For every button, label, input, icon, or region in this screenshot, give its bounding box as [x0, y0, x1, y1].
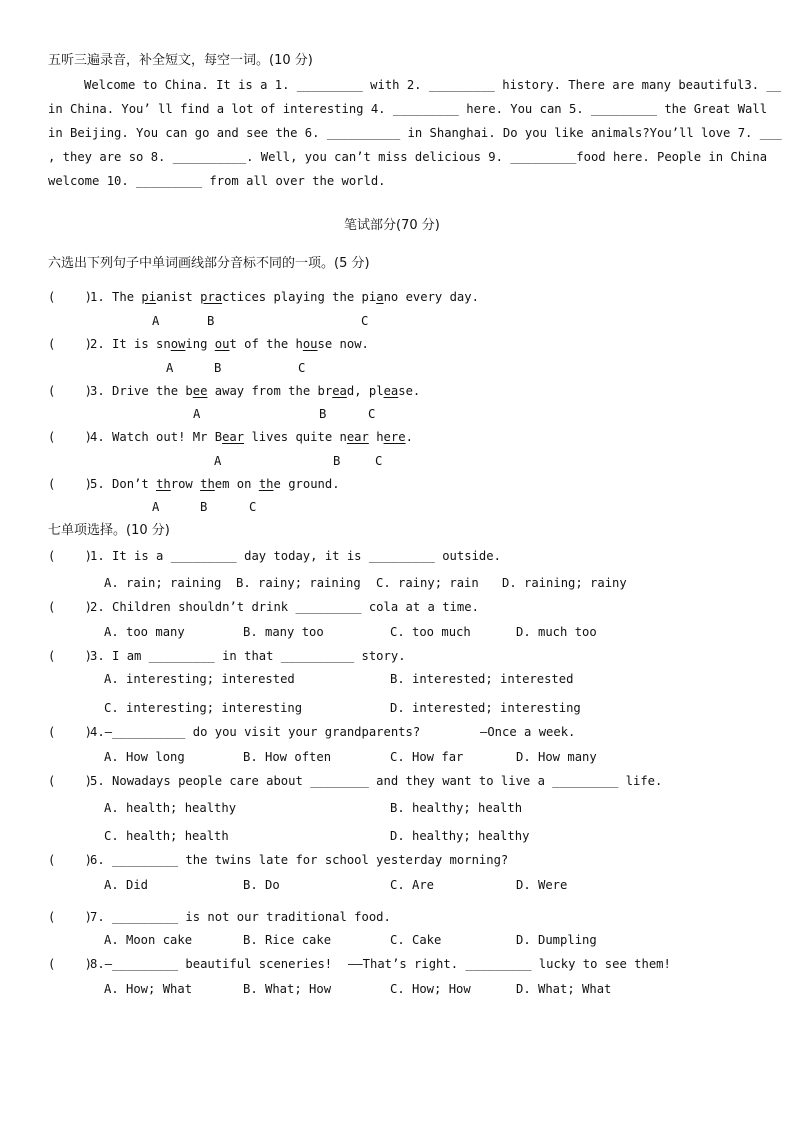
answer-paren[interactable]: ( )	[48, 337, 93, 351]
option-label-c: C	[249, 500, 257, 514]
passage-line: in Beijing. You can go and see the 6. __________ in Shanghai. Do you like animals?You’ll love 7. ___	[48, 126, 782, 140]
option-c[interactable]: C. How far	[390, 750, 464, 764]
text-segment: e ground.	[273, 477, 340, 491]
option-b[interactable]: B. Do	[243, 878, 280, 892]
choice-question-2	[90, 599, 479, 615]
phonetics-question-3	[90, 383, 420, 399]
option-b[interactable]: B. Rice cake	[243, 933, 332, 947]
question-stem: —_________ beautiful sceneries!	[104, 957, 333, 971]
option-c[interactable]: C. Are	[390, 878, 435, 892]
option-label-a: A	[152, 314, 160, 328]
question-number: 7.	[90, 910, 105, 924]
underlined-part-a: ee	[192, 384, 208, 398]
underlined-part-c: ere	[383, 430, 406, 444]
underlined-part-a: ow	[170, 337, 186, 351]
question-number: 1.	[90, 290, 105, 304]
option-label-c: C	[361, 314, 369, 328]
answer-paren[interactable]: ( )	[48, 910, 93, 924]
option-c[interactable]: C. health; health	[104, 829, 229, 843]
option-d[interactable]: D. interested; interesting	[390, 701, 581, 715]
question-number: 1.	[90, 549, 105, 563]
question-stem: Children shouldn’t drink _________ cola at a time.	[112, 600, 479, 614]
underlined-part-b: pra	[200, 290, 223, 304]
listening-heading: 五听三遍录音，补全短文，每空一词。(10 分)	[48, 53, 313, 68]
choice-heading: 七单项选择。(10 分)	[48, 523, 170, 538]
option-d[interactable]: D. Were	[516, 878, 568, 892]
phonetics-question-2	[90, 336, 369, 352]
passage-line: Welcome to China. It is a 1. _________ with 2. _________ history. There are many beautiful3. __	[84, 78, 782, 92]
option-label-a: A	[214, 454, 222, 468]
answer-paren[interactable]: ( )	[48, 600, 93, 614]
answer-paren[interactable]: ( )	[48, 384, 93, 398]
option-label-c: C	[368, 407, 376, 421]
option-d[interactable]: D. raining; rainy	[502, 576, 627, 590]
option-d[interactable]: D. How many	[516, 750, 597, 764]
underlined-part-a: ear	[222, 430, 245, 444]
option-d[interactable]: D. What; What	[516, 982, 612, 996]
choice-question-7	[90, 909, 391, 925]
answer-paren[interactable]: ( )	[48, 853, 93, 867]
option-a[interactable]: A. Did	[104, 878, 149, 892]
option-b[interactable]: B. rainy; raining	[236, 576, 361, 590]
option-a[interactable]: A. health; healthy	[104, 801, 237, 815]
choice-question-4	[90, 724, 420, 740]
underlined-part-c: ea	[383, 384, 399, 398]
option-label-b: B	[207, 314, 215, 328]
answer-paren[interactable]: ( )	[48, 430, 93, 444]
option-b[interactable]: B. What; How	[243, 982, 332, 996]
option-b[interactable]: B. healthy; health	[390, 801, 523, 815]
phonetics-question-5	[90, 476, 340, 492]
option-b[interactable]: B. How often	[243, 750, 332, 764]
text-segment: ing	[185, 337, 215, 351]
underlined-part-b: ou	[214, 337, 230, 351]
text-segment: no every day.	[383, 290, 479, 304]
question-number: 3.	[90, 649, 105, 663]
question-number: 4.	[90, 725, 105, 739]
question-response: —Once a week.	[480, 725, 576, 739]
question-number: 2.	[90, 337, 105, 351]
option-label-c: C	[298, 361, 306, 375]
option-d[interactable]: D. much too	[516, 625, 597, 639]
underlined-part-b: ear	[346, 430, 369, 444]
written-section-title: 笔试部分(70 分)	[344, 218, 440, 233]
text-segment: away from the br	[207, 384, 333, 398]
text-segment: row	[170, 477, 201, 491]
underlined-part-a: th	[156, 477, 171, 491]
question-stem: Nowadays people care about ________ and they want to live a _________ life.	[112, 774, 663, 788]
text-segment: .	[405, 430, 413, 444]
passage-line: in China. You’ ll find a lot of interesting 4. _________ here. You can 5. _________ the Great Wall	[48, 102, 768, 116]
text-segment: The	[112, 290, 142, 304]
text-segment: It is sn	[112, 337, 171, 351]
text-segment: h	[368, 430, 384, 444]
text-segment: Watch out! Mr B	[112, 430, 223, 444]
option-c[interactable]: C. Cake	[390, 933, 442, 947]
option-a[interactable]: A. How long	[104, 750, 185, 764]
option-c[interactable]: C. rainy; rain	[376, 576, 479, 590]
option-label-a: A	[152, 500, 160, 514]
question-number: 5.	[90, 774, 105, 788]
option-a[interactable]: A. too many	[104, 625, 185, 639]
choice-question-5	[90, 773, 662, 789]
answer-paren[interactable]: ( )	[48, 774, 93, 788]
option-a[interactable]: A. rain; raining	[104, 576, 222, 590]
option-c[interactable]: C. How; How	[390, 982, 471, 996]
underlined-part-c: th	[258, 477, 274, 491]
choice-question-8	[90, 956, 332, 972]
text-segment: lives quite n	[244, 430, 347, 444]
option-label-b: B	[214, 361, 222, 375]
option-label-b: B	[319, 407, 327, 421]
text-segment: d, pl	[346, 384, 384, 398]
option-label-a: A	[166, 361, 174, 375]
answer-paren[interactable]: ( )	[48, 957, 93, 971]
option-label-c: C	[375, 454, 383, 468]
text-segment: anist	[156, 290, 201, 304]
question-stem: —__________ do you visit your grandparents?	[104, 725, 421, 739]
underlined-part-a: pi	[141, 290, 157, 304]
question-stem: It is a _________ day today, it is _________ outside.	[112, 549, 501, 563]
question-stem: _________ the twins late for school yesterday morning?	[112, 853, 509, 867]
choice-question-3	[90, 648, 406, 664]
text-segment: em on	[214, 477, 259, 491]
underlined-part-c: ou	[302, 337, 318, 351]
phonetics-question-1	[90, 289, 479, 305]
question-response: ——That’s right. _________ lucky to see them!	[348, 957, 671, 971]
question-number: 2.	[90, 600, 105, 614]
text-segment: se now.	[317, 337, 369, 351]
underlined-part-b: th	[200, 477, 215, 491]
option-label-b: B	[200, 500, 208, 514]
underlined-part-b: ea	[332, 384, 347, 398]
answer-paren[interactable]: ( )	[48, 725, 93, 739]
choice-question-1	[90, 548, 501, 564]
choice-question-6	[90, 852, 508, 868]
option-d[interactable]: D. healthy; healthy	[390, 829, 530, 843]
option-c[interactable]: C. interesting; interesting	[104, 701, 303, 715]
question-number: 8.	[90, 957, 105, 971]
text-segment: ctices playing the pi	[222, 290, 377, 304]
question-number: 4.	[90, 430, 105, 444]
phonetics-question-4	[90, 429, 413, 445]
text-segment: Don’t	[112, 477, 157, 491]
passage-line: , they are so 8. __________. Well, you can’t miss delicious 9. _________food here. People in China	[48, 150, 768, 164]
option-b[interactable]: B. many too	[243, 625, 324, 639]
answer-paren[interactable]: ( )	[48, 477, 93, 491]
answer-paren[interactable]: ( )	[48, 549, 93, 563]
text-segment: Drive the b	[112, 384, 193, 398]
question-stem: I am _________ in that __________ story.	[112, 649, 406, 663]
text-segment: t of the h	[229, 337, 303, 351]
question-number: 5.	[90, 477, 105, 491]
option-b[interactable]: B. interested; interested	[390, 672, 574, 686]
option-c[interactable]: C. too much	[390, 625, 471, 639]
option-a[interactable]: A. Moon cake	[104, 933, 193, 947]
underlined-part-c: a	[376, 290, 384, 304]
option-label-a: A	[193, 407, 201, 421]
phonetics-heading: 六选出下列句子中单词画线部分音标不同的一项。(5 分)	[48, 256, 370, 271]
option-a[interactable]: A. interesting; interested	[104, 672, 295, 686]
answer-paren[interactable]: ( )	[48, 290, 93, 304]
option-d[interactable]: D. Dumpling	[516, 933, 597, 947]
answer-paren[interactable]: ( )	[48, 649, 93, 663]
option-a[interactable]: A. How; What	[104, 982, 193, 996]
question-number: 3.	[90, 384, 105, 398]
question-stem: _________ is not our traditional food.	[112, 910, 391, 924]
passage-line: welcome 10. _________ from all over the world.	[48, 174, 386, 188]
text-segment: se.	[398, 384, 421, 398]
question-number: 6.	[90, 853, 105, 867]
option-label-b: B	[333, 454, 341, 468]
